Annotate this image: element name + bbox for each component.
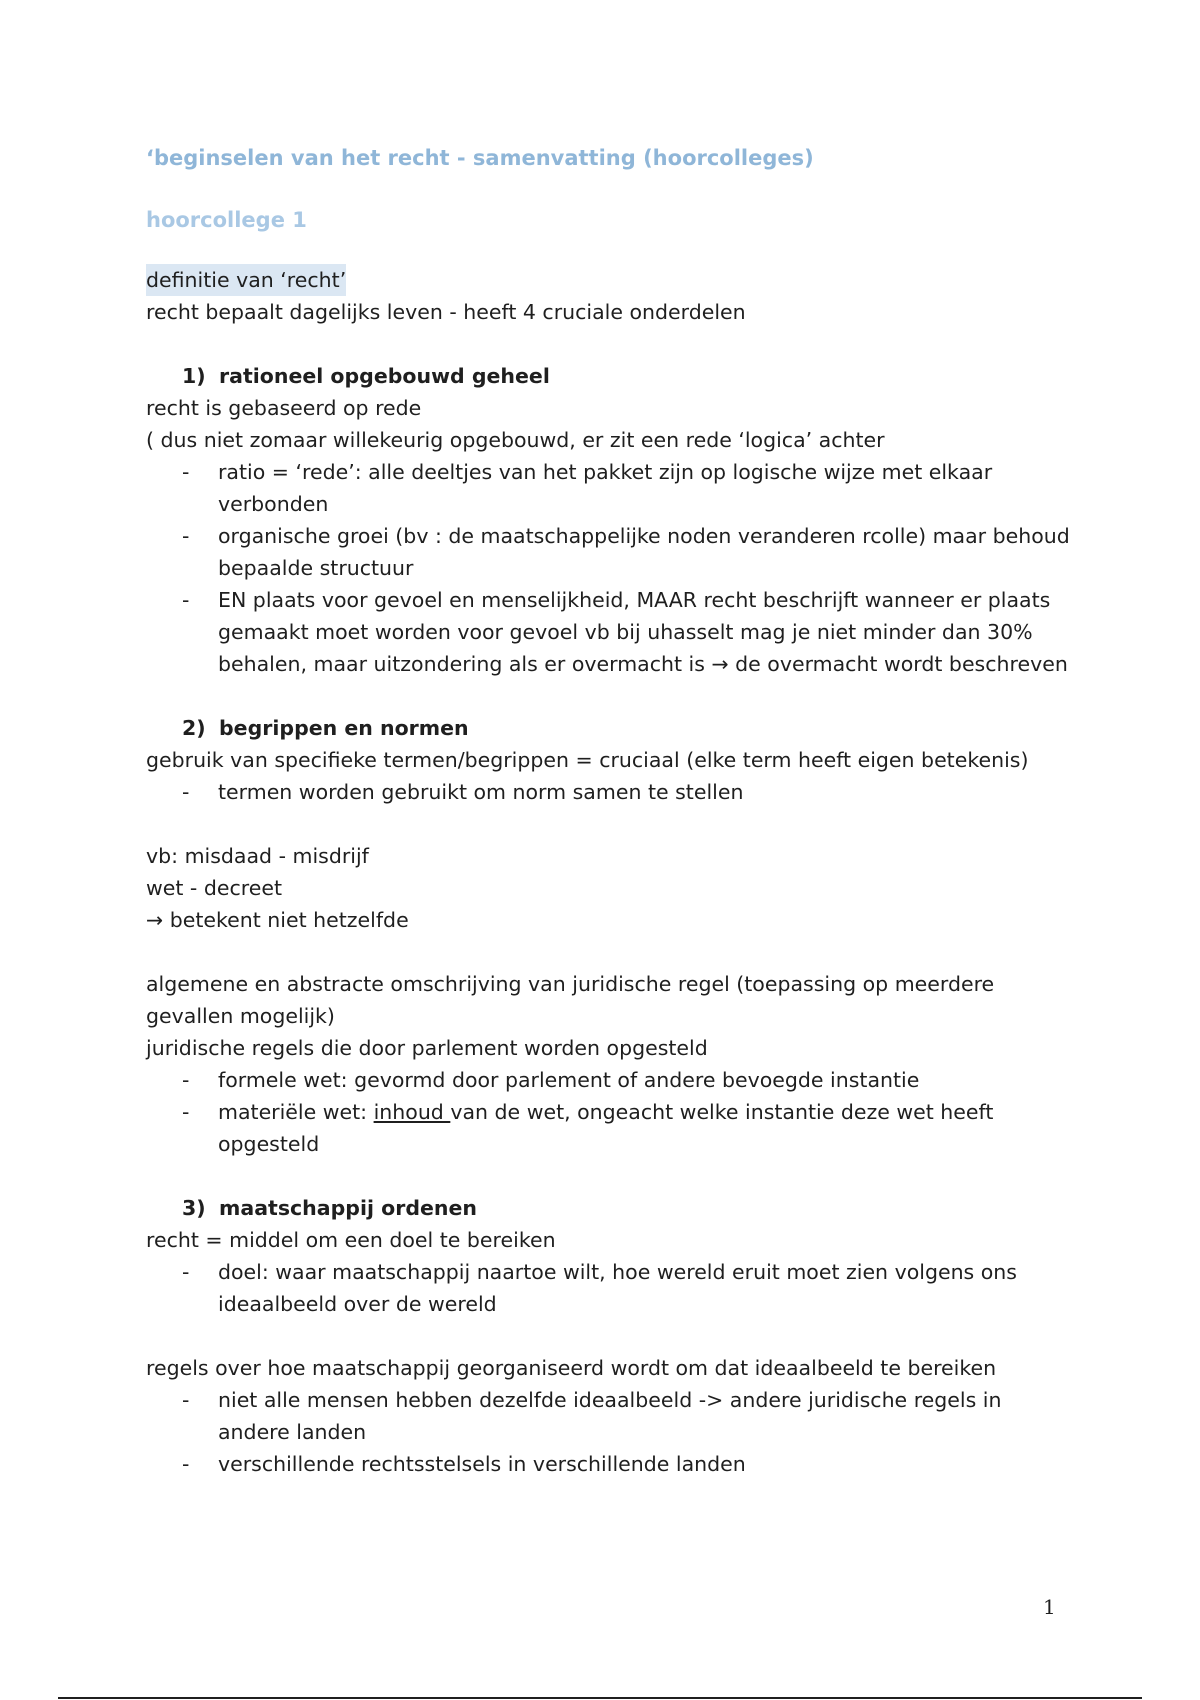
spacer	[146, 1320, 1076, 1352]
list-item: - materiële wet: inhoud van de wet, ongeacht welke instantie deze wet heeft opgesteld	[182, 1100, 994, 1156]
section-2-heading: 2) begrippen en normen	[182, 716, 469, 740]
spacer	[146, 936, 1076, 968]
spacer	[146, 1160, 1076, 1192]
section-2-bullet-list	[146, 776, 1076, 808]
page-bottom-divider	[58, 1697, 1142, 1699]
document-content	[146, 142, 1076, 1480]
page-number: 1	[1043, 1595, 1056, 1619]
underlined-term: inhoud	[373, 1100, 451, 1124]
section-2-paragraph: algemene en abstracte omschrijving van juridische regel (toepassing op meerdere gevallen mogelijk)	[146, 972, 995, 1028]
list-item: - verschillende rechtsstelsels in verschillende landen	[182, 1452, 746, 1476]
section-1-paragraph: ( dus niet zomaar willekeurig opgebouwd, er zit een rede ‘logica’ achter	[146, 428, 885, 452]
list-item: - doel: waar maatschappij naartoe wilt, hoe wereld eruit moet zien volgens ons ideaalbeeld over de wereld	[182, 1260, 1017, 1316]
section-2-paragraph: gebruik van specifieke termen/begrippen = cruciaal (elke term heeft eigen betekenis)	[146, 748, 1029, 772]
definition-heading: definitie van ‘recht’	[146, 264, 346, 296]
list-item: - EN plaats voor gevoel en menselijkheid, MAAR recht beschrijft wanneer er plaats gemaakt moet worden voor gevoel vb bij uhasselt mag je niet minder dan 30% behalen, maar uitzondering als er overmacht is → de overmacht wordt beschreven	[182, 588, 1068, 676]
section-3-paragraph: recht = middel om een doel te bereiken	[146, 1228, 556, 1252]
section-3-bullet-list-2	[146, 1384, 1076, 1480]
section-3-heading: 3) maatschappij ordenen	[182, 1196, 478, 1220]
section-1-paragraph: recht is gebaseerd op rede	[146, 396, 422, 420]
section-3-bullet-list	[146, 1256, 1076, 1320]
spacer	[146, 680, 1076, 712]
intro-paragraph: recht bepaalt dagelijks leven - heeft 4 cruciale onderdelen	[146, 300, 746, 324]
section-1-heading: 1) rationeel opgebouwd geheel	[182, 364, 550, 388]
list-item: - niet alle mensen hebben dezelfde ideaalbeeld -> andere juridische regels in andere landen	[182, 1388, 1002, 1444]
example-line: vb: misdaad - misdrijf	[146, 844, 369, 868]
spacer	[146, 808, 1076, 840]
example-line: → betekent niet hetzelfde	[146, 908, 409, 932]
section-3-paragraph: regels over hoe maatschappij georganiseerd wordt om dat ideaalbeeld te bereiken	[146, 1356, 997, 1380]
section-2-paragraph: juridische regels die door parlement worden opgesteld	[146, 1036, 708, 1060]
example-line: wet - decreet	[146, 876, 282, 900]
spacer	[146, 328, 1076, 360]
list-item: - organische groei (bv : de maatschappelijke noden veranderen rcolle) maar behoud bepaalde structuur	[182, 524, 1070, 580]
list-item: - ratio = ‘rede’: alle deeltjes van het pakket zijn op logische wijze met elkaar verbonden	[182, 460, 993, 516]
list-item: - formele wet: gevormd door parlement of andere bevoegde instantie	[182, 1068, 920, 1092]
section-2-law-list	[146, 1064, 1076, 1160]
list-item: - termen worden gebruikt om norm samen te stellen	[182, 780, 744, 804]
section-1-bullet-list	[146, 456, 1076, 680]
lecture-subtitle: hoorcollege 1	[146, 208, 307, 232]
document-title: ‘beginselen van het recht - samenvatting (hoorcolleges)	[146, 146, 814, 170]
